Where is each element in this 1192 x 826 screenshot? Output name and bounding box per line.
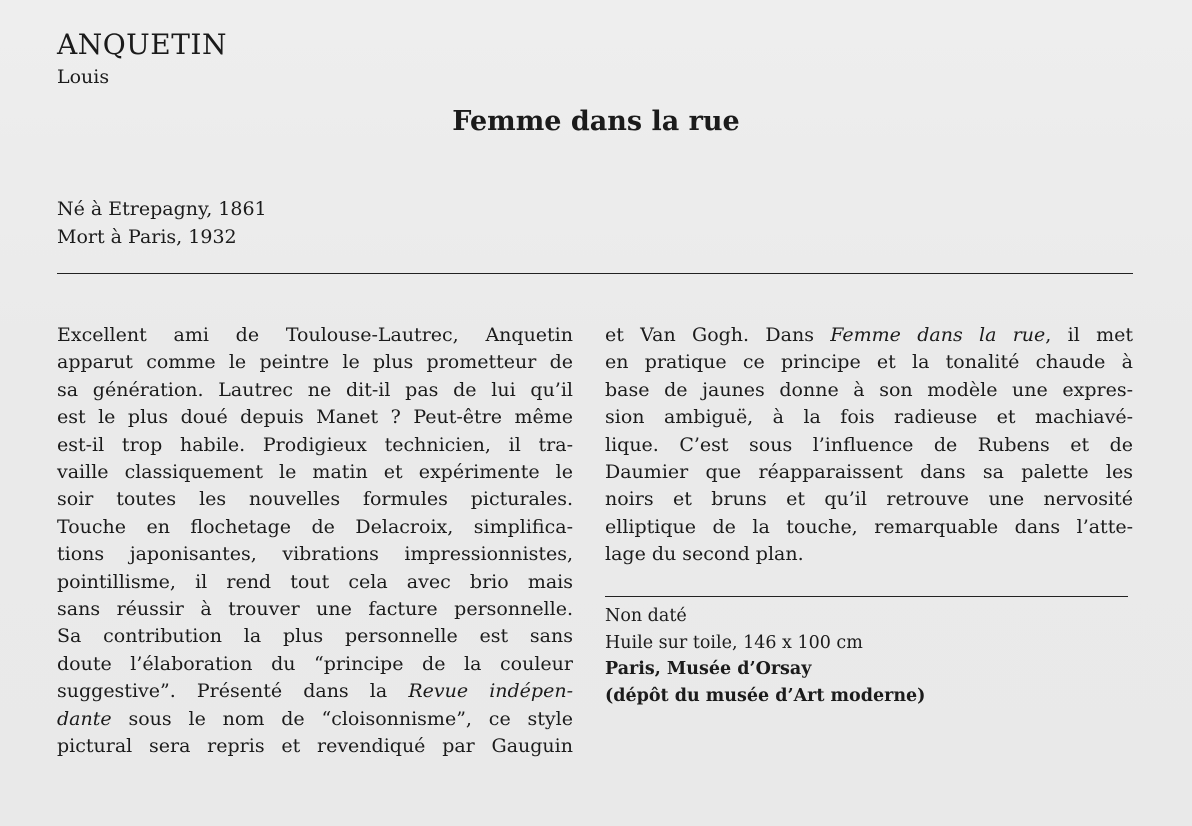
caption-medium: Huile sur toile, 146 x 100 cm [605, 632, 863, 653]
text-line: est le plus doué depuis Manet ? Peut-être même [57, 406, 573, 429]
text-fragment: , il met [1045, 324, 1133, 346]
text-line: sans réussir à trouver une facture personnelle. [57, 598, 573, 621]
text-line: apparut comme le peintre le plus prometteur de [57, 351, 573, 374]
artwork-title-inline: Femme dans la rue [830, 324, 1046, 346]
artwork-title: Femme dans la rue [452, 106, 740, 137]
caption-deposit: (dépôt du musée d’Art moderne) [605, 685, 926, 706]
artist-bio [57, 195, 267, 251]
text-line: Daumier que réapparaissent dans sa palette les [605, 461, 1133, 484]
section-divider [57, 273, 1133, 274]
journal-title-part: Revue indépen- [408, 680, 573, 703]
text-line-mixed [57, 706, 573, 733]
text-line: sa génération. Lautrec ne dit-il pas de lui qu’il [57, 378, 573, 401]
text-line: Touche en flochetage de Delacroix, simplifica- [57, 515, 573, 538]
text-line: lique. C’est sous l’influence de Rubens et de [605, 433, 1133, 456]
text-line: vaille classiquement le matin et expérimente le [57, 461, 573, 484]
caption-date: Non daté [605, 606, 687, 626]
text-line: lage du second plan. [605, 543, 804, 566]
text-column-right [605, 322, 1133, 569]
text-fragment: sous le nom de “cloisonnisme”, ce style [128, 707, 573, 730]
caption-divider [605, 596, 1128, 597]
text-line: en pratique ce principe et la tonalité chaude à [605, 351, 1133, 374]
death-info: Mort à Paris, 1932 [57, 226, 237, 248]
birth-info: Né à Etrepagny, 1861 [57, 198, 267, 220]
text-line: Excellent ami de Toulouse-Lautrec, Anquetin [57, 324, 573, 346]
text-line-mixed [605, 322, 1133, 349]
text-line: doute l’élaboration du “principe de la couleur [57, 652, 573, 675]
text-line: pointillisme, il rend tout cela avec brio mais [57, 570, 573, 593]
text-line: sion ambiguë, à la fois radieuse et machiavé- [605, 406, 1133, 429]
artwork-caption [605, 603, 925, 709]
text-line: base de jaunes donne à son modèle une expres- [605, 378, 1133, 401]
text-line: est-il trop habile. Prodigieux technicien, il tra- [57, 433, 573, 456]
text-line: Sa contribution la plus personnelle est sans [57, 625, 573, 648]
text-line: pictural sera repris et revendiqué par Gauguin [57, 735, 573, 758]
text-line-mixed [57, 678, 573, 705]
text-line: tions japonisantes, vibrations impressionnistes, [57, 543, 573, 566]
text-fragment: suggestive”. Présenté dans la [57, 680, 388, 703]
text-fragment: et Van Gogh. Dans [605, 324, 814, 346]
artist-last-name: ANQUETIN [57, 28, 227, 61]
text-line: elliptique de la touche, remarquable dans l’atte- [605, 515, 1133, 538]
journal-title-part: dante [57, 707, 112, 730]
text-column-left [57, 322, 573, 761]
text-line: noirs et bruns et qu’il retrouve une nervosité [605, 488, 1133, 511]
artist-first-name: Louis [57, 66, 110, 88]
caption-location: Paris, Musée d’Orsay [605, 659, 812, 679]
text-line: soir toutes les nouvelles formules picturales. [57, 488, 573, 511]
